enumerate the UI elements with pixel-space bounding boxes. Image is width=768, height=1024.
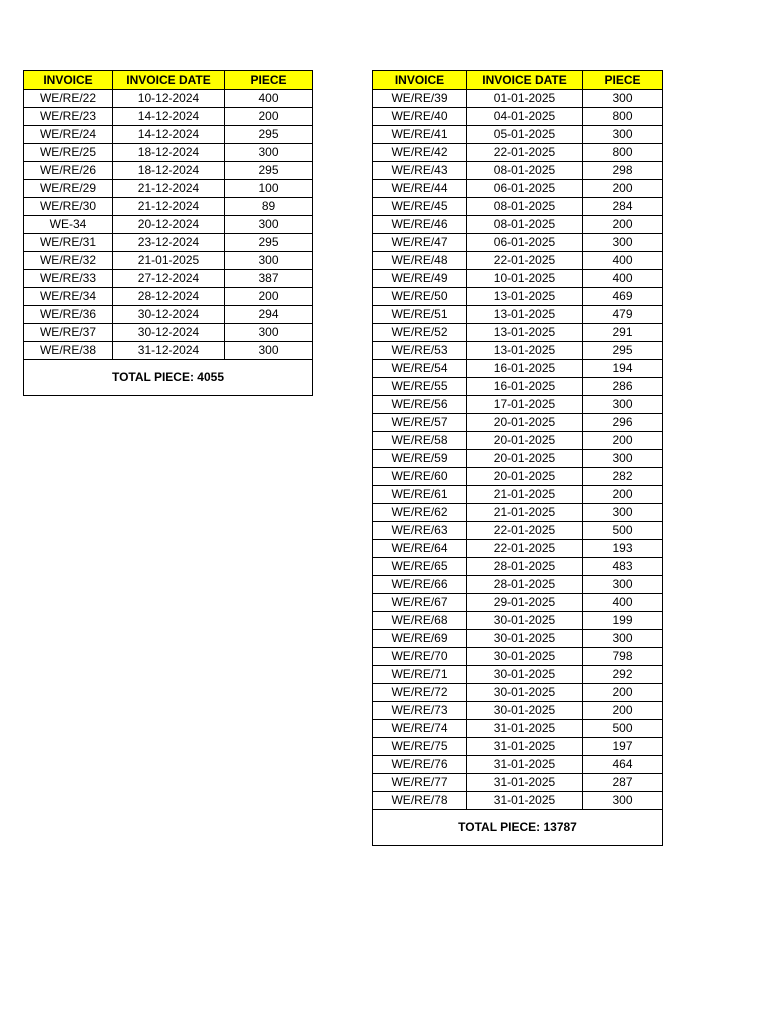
table-row [24, 306, 313, 324]
table-body [373, 90, 663, 810]
invoice-number: WE/RE/23 [24, 108, 113, 126]
table-row [373, 324, 663, 342]
table-row [373, 360, 663, 378]
piece-count: 287 [583, 774, 663, 792]
table-row [24, 180, 313, 198]
table-row [373, 504, 663, 522]
table-row [373, 414, 663, 432]
invoice-date: 18-12-2024 [113, 162, 225, 180]
invoice-date: 30-01-2025 [467, 612, 583, 630]
header-piece: PIECE [583, 71, 663, 90]
invoice-date: 31-01-2025 [467, 756, 583, 774]
invoice-date: 28-01-2025 [467, 576, 583, 594]
table-row [24, 90, 313, 108]
piece-count: 298 [583, 162, 663, 180]
piece-count: 282 [583, 468, 663, 486]
invoice-date: 20-01-2025 [467, 432, 583, 450]
piece-count: 286 [583, 378, 663, 396]
header-invoice: INVOICE [24, 71, 113, 90]
invoice-table-left [23, 70, 313, 396]
invoice-date: 30-01-2025 [467, 648, 583, 666]
invoice-date: 21-01-2025 [113, 252, 225, 270]
piece-count: 199 [583, 612, 663, 630]
header-invoice: INVOICE [373, 71, 467, 90]
invoice-date: 13-01-2025 [467, 324, 583, 342]
invoice-number: WE/RE/48 [373, 252, 467, 270]
table-body [24, 90, 313, 360]
table-row [373, 792, 663, 810]
invoice-number: WE/RE/68 [373, 612, 467, 630]
invoice-date: 22-01-2025 [467, 522, 583, 540]
piece-count: 200 [583, 216, 663, 234]
table-row [24, 216, 313, 234]
table-row [24, 198, 313, 216]
piece-count: 296 [583, 414, 663, 432]
table-row [373, 126, 663, 144]
piece-count: 300 [225, 252, 313, 270]
table-row [24, 144, 313, 162]
table-row [24, 162, 313, 180]
table-row [373, 342, 663, 360]
table-row [373, 234, 663, 252]
table-row [373, 378, 663, 396]
table-row [373, 468, 663, 486]
invoice-date: 20-12-2024 [113, 216, 225, 234]
table-row [373, 198, 663, 216]
invoice-number: WE/RE/77 [373, 774, 467, 792]
invoice-number: WE/RE/25 [24, 144, 113, 162]
piece-count: 200 [583, 702, 663, 720]
invoice-number: WE/RE/32 [24, 252, 113, 270]
invoice-date: 22-01-2025 [467, 540, 583, 558]
invoice-number: WE/RE/59 [373, 450, 467, 468]
invoice-number: WE/RE/66 [373, 576, 467, 594]
table-row [373, 630, 663, 648]
piece-count: 400 [583, 594, 663, 612]
piece-count: 300 [583, 576, 663, 594]
piece-count: 400 [583, 270, 663, 288]
total-row [373, 810, 663, 846]
table-row [373, 738, 663, 756]
invoice-date: 30-01-2025 [467, 666, 583, 684]
invoice-date: 04-01-2025 [467, 108, 583, 126]
invoice-number: WE/RE/37 [24, 324, 113, 342]
invoice-number: WE/RE/22 [24, 90, 113, 108]
invoice-number: WE/RE/61 [373, 486, 467, 504]
invoice-number: WE/RE/54 [373, 360, 467, 378]
table-row [373, 252, 663, 270]
invoice-number: WE/RE/44 [373, 180, 467, 198]
table-row [373, 180, 663, 198]
invoice-number: WE/RE/53 [373, 342, 467, 360]
invoice-date: 16-01-2025 [467, 378, 583, 396]
invoice-date: 17-01-2025 [467, 396, 583, 414]
invoice-number: WE/RE/65 [373, 558, 467, 576]
invoice-date: 13-01-2025 [467, 342, 583, 360]
table-row [373, 306, 663, 324]
table-row [373, 522, 663, 540]
piece-count: 89 [225, 198, 313, 216]
invoice-number: WE/RE/70 [373, 648, 467, 666]
piece-count: 200 [583, 684, 663, 702]
invoice-date: 13-01-2025 [467, 306, 583, 324]
table-row [24, 342, 313, 360]
table-row [373, 270, 663, 288]
piece-count: 200 [583, 180, 663, 198]
piece-count: 387 [225, 270, 313, 288]
invoice-number: WE/RE/75 [373, 738, 467, 756]
invoice-number: WE/RE/78 [373, 792, 467, 810]
invoice-number: WE/RE/51 [373, 306, 467, 324]
total-piece: TOTAL PIECE: 13787 [373, 810, 663, 846]
invoice-number: WE/RE/64 [373, 540, 467, 558]
total-piece: TOTAL PIECE: 4055 [24, 360, 313, 396]
piece-count: 798 [583, 648, 663, 666]
table-row [373, 720, 663, 738]
invoice-number: WE/RE/29 [24, 180, 113, 198]
table-row [373, 162, 663, 180]
piece-count: 200 [225, 108, 313, 126]
piece-count: 300 [583, 234, 663, 252]
piece-count: 194 [583, 360, 663, 378]
piece-count: 300 [583, 792, 663, 810]
piece-count: 500 [583, 720, 663, 738]
piece-count: 300 [583, 630, 663, 648]
header-invoice-date: INVOICE DATE [467, 71, 583, 90]
invoice-number: WE/RE/69 [373, 630, 467, 648]
table-row [373, 108, 663, 126]
invoice-date: 31-01-2025 [467, 774, 583, 792]
table-row [373, 684, 663, 702]
piece-count: 197 [583, 738, 663, 756]
invoice-number: WE/RE/34 [24, 288, 113, 306]
table-row [373, 756, 663, 774]
table-row [373, 774, 663, 792]
invoice-date: 28-12-2024 [113, 288, 225, 306]
invoice-number: WE/RE/67 [373, 594, 467, 612]
invoice-number: WE-34 [24, 216, 113, 234]
piece-count: 469 [583, 288, 663, 306]
invoice-number: WE/RE/38 [24, 342, 113, 360]
invoice-number: WE/RE/30 [24, 198, 113, 216]
piece-count: 292 [583, 666, 663, 684]
header-piece: PIECE [225, 71, 313, 90]
table-row [373, 216, 663, 234]
piece-count: 400 [583, 252, 663, 270]
invoice-date: 31-01-2025 [467, 720, 583, 738]
invoice-date: 20-01-2025 [467, 414, 583, 432]
invoice-date: 05-01-2025 [467, 126, 583, 144]
invoice-number: WE/RE/46 [373, 216, 467, 234]
invoice-date: 16-01-2025 [467, 360, 583, 378]
invoice-number: WE/RE/45 [373, 198, 467, 216]
table-row [373, 648, 663, 666]
invoice-number: WE/RE/60 [373, 468, 467, 486]
invoice-date: 22-01-2025 [467, 144, 583, 162]
invoice-date: 20-01-2025 [467, 468, 583, 486]
piece-count: 300 [583, 90, 663, 108]
table-row [373, 144, 663, 162]
invoice-number: WE/RE/55 [373, 378, 467, 396]
invoice-date: 08-01-2025 [467, 216, 583, 234]
piece-count: 300 [225, 324, 313, 342]
piece-count: 464 [583, 756, 663, 774]
piece-count: 800 [583, 144, 663, 162]
invoice-date: 10-12-2024 [113, 90, 225, 108]
table-row [373, 576, 663, 594]
invoice-date: 30-01-2025 [467, 702, 583, 720]
invoice-date: 22-01-2025 [467, 252, 583, 270]
invoice-date: 30-01-2025 [467, 684, 583, 702]
invoice-number: WE/RE/36 [24, 306, 113, 324]
invoice-date: 21-01-2025 [467, 486, 583, 504]
invoice-date: 29-01-2025 [467, 594, 583, 612]
invoice-date: 13-01-2025 [467, 288, 583, 306]
table-row [24, 126, 313, 144]
piece-count: 300 [583, 396, 663, 414]
invoice-date: 08-01-2025 [467, 162, 583, 180]
invoice-number: WE/RE/47 [373, 234, 467, 252]
table-row [373, 486, 663, 504]
table-row [373, 666, 663, 684]
table-row [24, 288, 313, 306]
invoice-date: 06-01-2025 [467, 234, 583, 252]
table-row [24, 324, 313, 342]
invoice-number: WE/RE/33 [24, 270, 113, 288]
piece-count: 200 [225, 288, 313, 306]
invoice-number: WE/RE/76 [373, 756, 467, 774]
invoice-number: WE/RE/73 [373, 702, 467, 720]
piece-count: 291 [583, 324, 663, 342]
invoice-date: 06-01-2025 [467, 180, 583, 198]
piece-count: 300 [225, 216, 313, 234]
table-row [373, 540, 663, 558]
invoice-number: WE/RE/71 [373, 666, 467, 684]
invoice-date: 01-01-2025 [467, 90, 583, 108]
invoice-date: 30-12-2024 [113, 324, 225, 342]
invoice-number: WE/RE/49 [373, 270, 467, 288]
invoice-date: 27-12-2024 [113, 270, 225, 288]
piece-count: 295 [225, 162, 313, 180]
piece-count: 193 [583, 540, 663, 558]
table-row [373, 594, 663, 612]
table-row [24, 252, 313, 270]
piece-count: 479 [583, 306, 663, 324]
invoice-date: 21-12-2024 [113, 198, 225, 216]
piece-count: 284 [583, 198, 663, 216]
invoice-number: WE/RE/50 [373, 288, 467, 306]
header-row [373, 71, 663, 90]
total-row [24, 360, 313, 396]
piece-count: 200 [583, 432, 663, 450]
header-invoice-date: INVOICE DATE [113, 71, 225, 90]
invoice-date: 23-12-2024 [113, 234, 225, 252]
invoice-date: 21-01-2025 [467, 504, 583, 522]
invoice-date: 31-01-2025 [467, 738, 583, 756]
piece-count: 300 [583, 126, 663, 144]
invoice-date: 14-12-2024 [113, 126, 225, 144]
invoice-number: WE/RE/24 [24, 126, 113, 144]
piece-count: 500 [583, 522, 663, 540]
piece-count: 300 [225, 144, 313, 162]
table-row [373, 432, 663, 450]
invoice-number: WE/RE/56 [373, 396, 467, 414]
invoice-number: WE/RE/40 [373, 108, 467, 126]
invoice-number: WE/RE/63 [373, 522, 467, 540]
piece-count: 100 [225, 180, 313, 198]
table-row [373, 450, 663, 468]
invoice-number: WE/RE/62 [373, 504, 467, 522]
invoice-date: 14-12-2024 [113, 108, 225, 126]
piece-count: 400 [225, 90, 313, 108]
table-row [24, 108, 313, 126]
piece-count: 294 [225, 306, 313, 324]
piece-count: 295 [225, 126, 313, 144]
invoice-number: WE/RE/72 [373, 684, 467, 702]
header-row [24, 71, 313, 90]
piece-count: 300 [583, 504, 663, 522]
invoice-number: WE/RE/41 [373, 126, 467, 144]
invoice-number: WE/RE/74 [373, 720, 467, 738]
table-row [373, 558, 663, 576]
invoice-date: 31-01-2025 [467, 792, 583, 810]
invoice-number: WE/RE/52 [373, 324, 467, 342]
invoice-date: 28-01-2025 [467, 558, 583, 576]
piece-count: 295 [583, 342, 663, 360]
invoice-date: 18-12-2024 [113, 144, 225, 162]
invoice-number: WE/RE/43 [373, 162, 467, 180]
invoice-date: 20-01-2025 [467, 450, 583, 468]
table-row [24, 270, 313, 288]
piece-count: 295 [225, 234, 313, 252]
invoice-number: WE/RE/31 [24, 234, 113, 252]
table-row [373, 702, 663, 720]
invoice-date: 30-12-2024 [113, 306, 225, 324]
table-row [373, 288, 663, 306]
piece-count: 800 [583, 108, 663, 126]
invoice-number: WE/RE/26 [24, 162, 113, 180]
piece-count: 200 [583, 486, 663, 504]
table-row [373, 90, 663, 108]
piece-count: 483 [583, 558, 663, 576]
invoice-date: 30-01-2025 [467, 630, 583, 648]
invoice-number: WE/RE/58 [373, 432, 467, 450]
invoice-number: WE/RE/39 [373, 90, 467, 108]
invoice-date: 08-01-2025 [467, 198, 583, 216]
invoice-table-right [372, 70, 663, 846]
invoice-date: 10-01-2025 [467, 270, 583, 288]
invoice-date: 21-12-2024 [113, 180, 225, 198]
invoice-date: 31-12-2024 [113, 342, 225, 360]
table-row [373, 396, 663, 414]
invoice-number: WE/RE/42 [373, 144, 467, 162]
piece-count: 300 [583, 450, 663, 468]
table-row [373, 612, 663, 630]
table-row [24, 234, 313, 252]
piece-count: 300 [225, 342, 313, 360]
invoice-number: WE/RE/57 [373, 414, 467, 432]
